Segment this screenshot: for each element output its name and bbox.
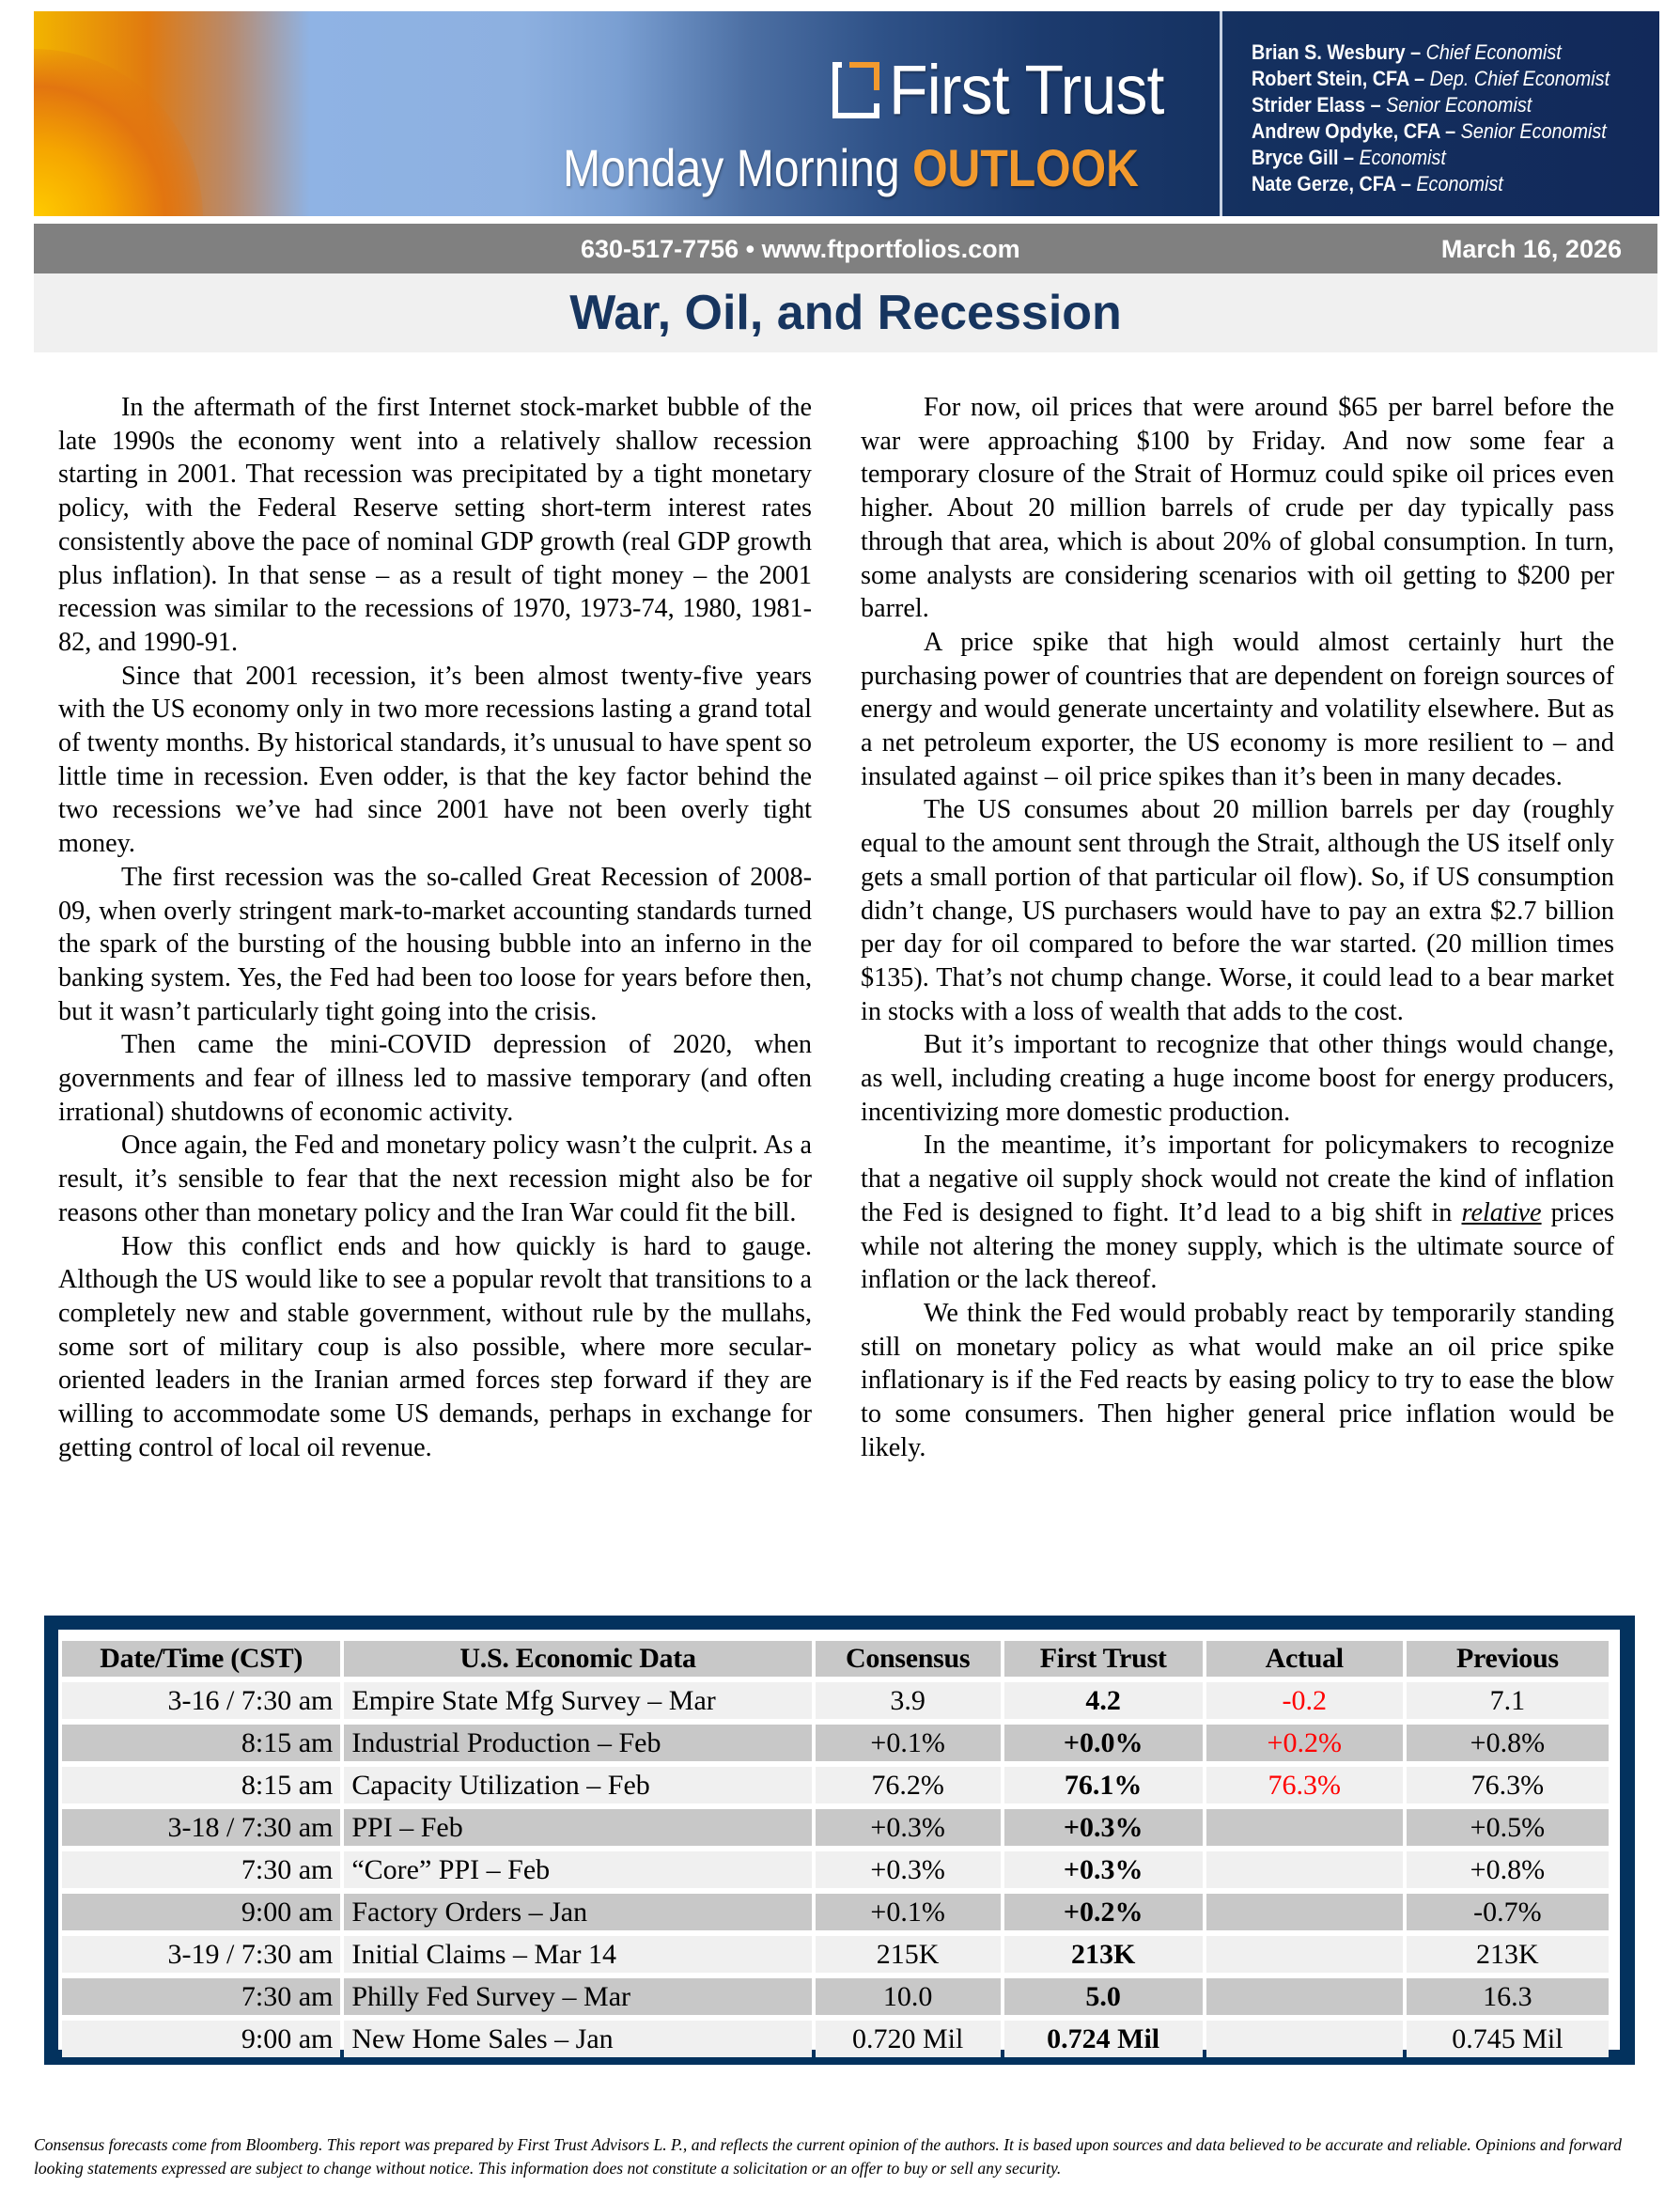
paragraph: In the aftermath of the first Internet stock-market bubble of the late 1990s the economy went into a relatively shallow recession starting in 2001. That recession was precipitated by a tight monetary policy, with the Federal Reserve setting short-term interest rates consistently above the pace of nominal GDP growth (real GDP growth plus inflation). In that sense – as a result of tight money – the 2001 recession was similar to the recessions of 1970, 1973-74, 1980, 1981-82, and 1990-91.	[58, 393, 812, 657]
cell-first-trust: 4.2	[1004, 1682, 1203, 1719]
paragraph: A price spike that high would almost certainly hurt the purchasing power of countries that are dependent on foreign sources of energy and would generate uncertainty and volatility elsewhere. But as a net petroleum exporter, the US economy is more resilient to – and insulated against – oil price spikes than it’s been in many decades.	[861, 627, 1614, 791]
cell-consensus: 215K	[816, 1936, 1001, 1973]
cell-time: 9:00 am	[62, 1894, 340, 1930]
cell-event: Empire State Mfg Survey – Mar	[344, 1682, 811, 1719]
staff-name: Brian S. Wesbury –	[1252, 40, 1426, 64]
column-header-actual: Actual	[1206, 1641, 1403, 1677]
table-row	[62, 1682, 1609, 1719]
cell-consensus: 3.9	[816, 1682, 1001, 1719]
staff-title: Chief Economist	[1425, 40, 1562, 64]
publication-title-accent: OUTLOOK	[912, 138, 1139, 197]
cell-first-trust: +0.3%	[1004, 1809, 1203, 1846]
staff-title: Economist	[1416, 172, 1503, 195]
cell-actual	[1206, 1851, 1403, 1888]
contact-bar	[34, 224, 1657, 273]
cell-time: 9:00 am	[62, 2021, 340, 2057]
cell-actual	[1206, 1936, 1403, 1973]
publication-date: March 16, 2026	[1440, 235, 1622, 263]
cell-previous: +0.8%	[1407, 1851, 1609, 1888]
cell-consensus: +0.3%	[816, 1809, 1001, 1846]
staff-row	[1252, 39, 1610, 66]
table-row	[62, 1978, 1609, 2015]
cell-actual	[1206, 2021, 1403, 2057]
paragraph: But it’s important to recognize that other things would change, as well, including creating a huge income boost for energy producers, incentivizing more domestic production.	[861, 1030, 1614, 1127]
masthead-banner	[34, 11, 1659, 216]
cell-first-trust: 213K	[1004, 1936, 1203, 1973]
staff-title: Senior Economist	[1460, 119, 1607, 143]
article-column-right	[861, 391, 1614, 1465]
table-row	[62, 1936, 1609, 1973]
staff-row	[1252, 118, 1610, 145]
paragraph-text: In the meantime, it’s important for policymakers to recognize that a negative oil supply shock would not create the kind of inflation the Fed is designed to fight. It’d lead to a big shift in	[861, 1131, 1614, 1227]
first-trust-logo-icon	[832, 62, 879, 120]
brand-name: First Trust	[889, 50, 1164, 129]
emphasized-word: relative	[1461, 1197, 1542, 1227]
cell-event: “Core” PPI – Feb	[344, 1851, 811, 1888]
disclaimer: Consensus forecasts come from Bloomberg. This report was prepared by First Trust Advisors L. P., and reflects the current opinion of the authors. It is based upon sources and data believed to be accurate and reliable. Opinions and forward looking statements expressed are subject to change without notice. This information does not constitute a solicitation or an offer to buy or sell any security.	[34, 2135, 1622, 2178]
cell-event: Capacity Utilization – Feb	[344, 1767, 811, 1803]
first-trust-logo	[832, 49, 1188, 130]
cell-actual: 76.3%	[1206, 1767, 1403, 1803]
publication-title-regular: Monday Morning	[563, 138, 913, 197]
staff-name: Nate Gerze, CFA –	[1252, 172, 1417, 195]
paragraph	[861, 1129, 1614, 1297]
staff-name: Bryce Gill –	[1252, 146, 1360, 169]
cell-previous: +0.8%	[1407, 1725, 1609, 1761]
table-row	[62, 1725, 1609, 1761]
cell-consensus: 76.2%	[816, 1767, 1001, 1803]
staff-title: Senior Economist	[1386, 93, 1532, 117]
column-header-economic-data: U.S. Economic Data	[344, 1641, 811, 1677]
cell-time: 7:30 am	[62, 1851, 340, 1888]
cell-time: 7:30 am	[62, 1978, 340, 2015]
table-row	[62, 1894, 1609, 1930]
table-row	[62, 1851, 1609, 1888]
article-title-bar	[34, 273, 1657, 352]
table-header-row	[62, 1641, 1609, 1677]
paragraph: For now, oil prices that were around $65 per barrel before the war were approaching $100 by Friday. And now some fear a temporary closure of the Strait of Hormuz could spike oil prices even higher. About 20 million barrels of crude per day typically pass through that area, which is about 20% of global consumption. In turn, some analysts are considering scenarios with oil getting to $200 per barrel.	[861, 393, 1614, 624]
column-header-previous: Previous	[1407, 1641, 1609, 1677]
staff-row	[1252, 145, 1610, 171]
column-header-datetime: Date/Time (CST)	[62, 1641, 340, 1677]
cell-time: 8:15 am	[62, 1767, 340, 1803]
cell-actual	[1206, 1894, 1403, 1930]
cell-actual: +0.2%	[1206, 1725, 1403, 1761]
cell-time: 3-16 / 7:30 am	[62, 1682, 340, 1719]
staff-row	[1252, 66, 1610, 92]
cell-event: Factory Orders – Jan	[344, 1894, 811, 1930]
cell-actual: -0.2	[1206, 1682, 1403, 1719]
economic-calendar-table	[58, 1635, 1612, 2063]
cell-time: 8:15 am	[62, 1725, 340, 1761]
cell-consensus: 0.720 Mil	[816, 2021, 1001, 2057]
cell-first-trust: +0.0%	[1004, 1725, 1203, 1761]
paragraph-text: prices while not altering the money supply, which is the ultimate source of inflation or the lack thereof.	[861, 1197, 1614, 1295]
economist-staff-list	[1252, 39, 1649, 197]
cell-event: New Home Sales – Jan	[344, 2021, 811, 2057]
cell-previous: 7.1	[1407, 1682, 1609, 1719]
paragraph: How this conflict ends and how quickly is hard to gauge. Although the US would like to see a popular revolt that transitions to a completely new and stable government, without rule by the mullahs, some sort of military coup is also possible, where more secular-oriented leaders in the Iranian armed forces step forward if they are willing to accommodate some US demands, perhaps in exchange for getting control of local oil revenue.	[58, 1231, 812, 1462]
staff-row	[1252, 92, 1610, 118]
cell-time: 3-19 / 7:30 am	[62, 1936, 340, 1973]
table-row	[62, 1767, 1609, 1803]
cell-actual	[1206, 1809, 1403, 1846]
cell-previous: -0.7%	[1407, 1894, 1609, 1930]
cell-previous: 16.3	[1407, 1978, 1609, 2015]
cell-consensus: +0.1%	[816, 1725, 1001, 1761]
cell-first-trust: 0.724 Mil	[1004, 2021, 1203, 2057]
publication-title	[563, 137, 1139, 198]
paragraph: The US consumes about 20 million barrels per day (roughly equal to the amount sent through the Strait, although the US itself only gets a small portion of that particular oil flow). So, if US consumption didn’t change, US purchasers would have to pay an extra $2.7 billion per day for oil compared to before the war started. (20 million times $135). That’s not chump change. Worse, it could lead to a bear market in stocks with a loss of wealth that adds to the cost.	[861, 795, 1614, 1026]
cell-previous: 76.3%	[1407, 1767, 1609, 1803]
staff-name: Andrew Opdyke, CFA –	[1252, 119, 1461, 143]
staff-row	[1252, 171, 1610, 197]
article-title: War, Oil, and Recession	[569, 286, 1122, 340]
cell-first-trust: 5.0	[1004, 1978, 1203, 2015]
staff-name: Robert Stein, CFA –	[1252, 67, 1430, 90]
cell-previous: 0.745 Mil	[1407, 2021, 1609, 2057]
cell-consensus: 10.0	[816, 1978, 1001, 2015]
cell-previous: 213K	[1407, 1936, 1609, 1973]
staff-title: Dep. Chief Economist	[1429, 67, 1610, 90]
article-column-left	[58, 391, 812, 1465]
cell-first-trust: +0.2%	[1004, 1894, 1203, 1930]
cell-first-trust: 76.1%	[1004, 1767, 1203, 1803]
column-header-consensus: Consensus	[816, 1641, 1001, 1677]
cell-previous: +0.5%	[1407, 1809, 1609, 1846]
table-row	[62, 2021, 1609, 2057]
staff-title: Economist	[1359, 146, 1446, 169]
cell-time: 3-18 / 7:30 am	[62, 1809, 340, 1846]
staff-name: Strider Elass –	[1252, 93, 1387, 117]
cell-first-trust: +0.3%	[1004, 1851, 1203, 1888]
table-row	[62, 1809, 1609, 1846]
cell-consensus: +0.1%	[816, 1894, 1001, 1930]
cell-event: Industrial Production – Feb	[344, 1725, 811, 1761]
cell-event: PPI – Feb	[344, 1809, 811, 1846]
cell-actual	[1206, 1978, 1403, 2015]
banner-divider	[1220, 11, 1222, 216]
cell-event: Philly Fed Survey – Mar	[344, 1978, 811, 2015]
paragraph: The first recession was the so-called Great Recession of 2008-09, when overly stringent mark-to-market accounting standards turned the spark of the bursting of the housing bubble into an inferno in the banking system. Yes, the Fed had been too loose for years before then, but it wasn’t particularly tight going into the crisis.	[58, 862, 812, 1026]
cell-event: Initial Claims – Mar 14	[344, 1936, 811, 1973]
paragraph: We think the Fed would probably react by temporarily standing still on monetary policy as what would make an oil price spike inflationary is if the Fed reacts by easing policy to try to ease the blow to some consumers. Then higher general price inflation would be likely.	[861, 1298, 1614, 1462]
column-header-first-trust: First Trust	[1004, 1641, 1203, 1677]
paragraph: Then came the mini-COVID depression of 2020, when governments and fear of illness led to massive temporary (and often irrational) shutdowns of economic activity.	[58, 1030, 812, 1127]
paragraph: Once again, the Fed and monetary policy wasn’t the culprit. As a result, it’s sensible to fear that the next recession might also be for reasons other than monetary policy and the Iran War could fit the bill.	[58, 1131, 812, 1227]
paragraph: Since that 2001 recession, it’s been almost twenty-five years with the US economy only in two more recessions lasting a grand total of twenty months. By historical standards, it’s unusual to have spent so little time in recession. Even odder, is that the key factor behind the two recessions we’ve had since 2001 have not been overly tight money.	[58, 661, 812, 859]
contact-info: 630-517-7756 • www.ftportfolios.com	[581, 235, 1020, 263]
cell-consensus: +0.3%	[816, 1851, 1001, 1888]
